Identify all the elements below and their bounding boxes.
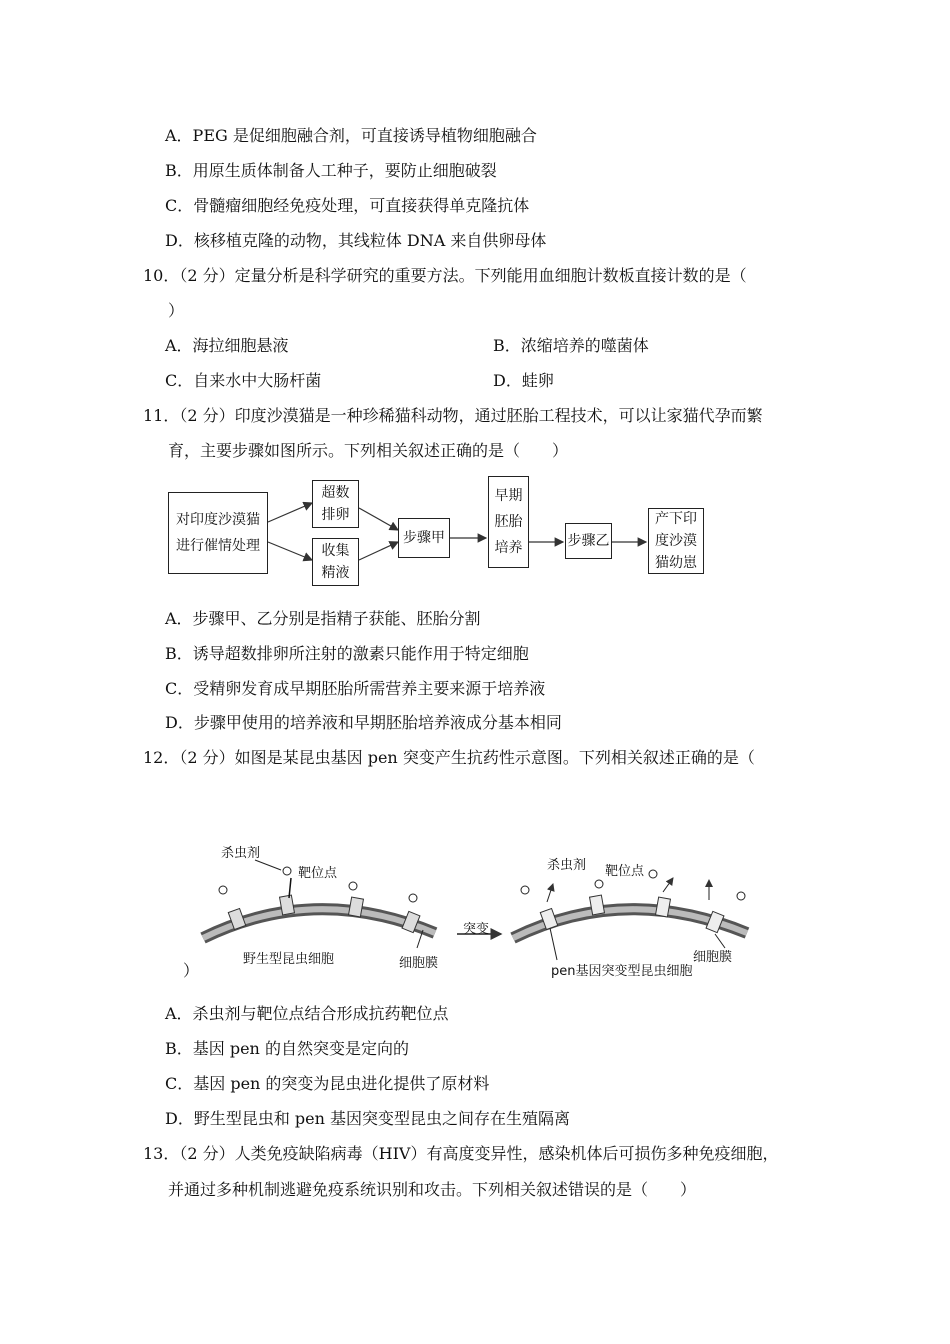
q10-option-c: C．自来水中大肠杆菌	[165, 371, 322, 390]
mutant-target-3	[656, 897, 671, 917]
q12-option-c: C．基因 pen 的突变为昆虫进化提供了原材料	[165, 1074, 490, 1093]
box-text: 精液	[321, 565, 350, 581]
box-text: 排卵	[321, 507, 350, 523]
q12-option-a: A．杀虫剂与靶位点结合形成抗药靶位点	[165, 1004, 449, 1023]
q10-option-d: D．蛙卵	[493, 371, 554, 390]
label-insecticide: 杀虫剂	[221, 846, 261, 861]
label-mutant-cell: pen基因突变型昆虫细胞	[551, 964, 693, 979]
insecticide-molecule	[595, 880, 603, 888]
wild-target-3	[349, 897, 364, 917]
q9-option-a: A．PEG 是促细胞融合剂，可直接诱导植物细胞融合	[165, 126, 537, 145]
insecticide-molecule	[521, 886, 529, 894]
arrow-to-superovulation	[268, 503, 312, 522]
box-early-embryo-culture	[488, 476, 529, 568]
box-estrus-treatment	[168, 492, 268, 574]
insecticide-molecule	[219, 886, 227, 894]
q11-option-d: D．步骤甲使用的培养液和早期胚胎培养液成分基本相同	[165, 713, 562, 732]
pointer-insecticide	[255, 860, 281, 870]
rebound-arrow	[663, 878, 673, 892]
q9-option-c: C．骨髓瘤细胞经免疫处理，可直接获得单克隆抗体	[165, 196, 530, 215]
box-text: 早期	[494, 488, 523, 504]
q13-stem-cont: 并通过多种机制逃避免疫系统识别和攻击。下列相关叙述错误的是（ ）	[168, 1180, 697, 1199]
box-text: 步骤乙	[567, 533, 610, 549]
box-text: 进行催情处理	[176, 538, 260, 554]
label-target-site-2: 靶位点	[605, 864, 645, 879]
q11-option-c: C．受精卵发育成早期胚胎所需营养主要来源于培养液	[165, 679, 546, 698]
label-membrane: 细胞膜	[399, 956, 439, 971]
label-insecticide-2: 杀虫剂	[547, 858, 587, 873]
insecticide-molecule	[649, 870, 657, 878]
label-target-site: 靶位点	[298, 866, 338, 881]
box-text: 对印度沙漠猫	[176, 512, 260, 528]
label-mutation: 突变	[463, 922, 490, 937]
arrow-from-superovulation	[359, 508, 398, 530]
box-superovulation	[312, 480, 359, 528]
q12-membrane-diagram	[195, 838, 755, 978]
rebound-arrow	[547, 884, 553, 902]
box-text: 胚胎	[494, 514, 523, 530]
q11-option-b: B．诱导超数排卵所注射的激素只能作用于特定细胞	[165, 644, 529, 663]
arrow-to-semen	[268, 542, 312, 560]
q11-option-a: A．步骤甲、乙分别是指精子获能、胚胎分割	[165, 609, 481, 628]
q9-option-b: B．用原生质体制备人工种子，要防止细胞破裂	[165, 161, 497, 180]
box-text: 收集	[321, 543, 350, 559]
insecticide-molecule	[283, 867, 291, 875]
q11-flow-diagram	[160, 470, 720, 590]
insecticide-molecule	[737, 892, 745, 900]
box-step-b	[565, 523, 612, 559]
q10-option-a: A．海拉细胞悬液	[165, 336, 289, 355]
q9-option-d: D．核移植克隆的动物，其线粒体 DNA 来自供卵母体	[165, 231, 547, 250]
q10-stem-cont: ）	[168, 301, 185, 320]
q11-stem-cont: 育，主要步骤如图所示。下列相关叙述正确的是（ ）	[168, 441, 569, 460]
q11-stem: 11．（2 分）印度沙漠猫是一种珍稀猫科动物，通过胚胎工程技术，可以让家猫代孕而繁	[143, 406, 763, 425]
box-text: 超数	[321, 485, 350, 501]
wild-target-2	[280, 878, 295, 915]
mutant-target-2	[590, 895, 605, 915]
box-text: 步骤甲	[403, 530, 445, 546]
arrow-from-semen	[359, 542, 398, 560]
box-text: 培养	[494, 540, 523, 556]
box-birth	[648, 508, 704, 574]
box-text: 猫幼崽	[655, 555, 697, 571]
q12-option-b: B．基因 pen 的自然突变是定向的	[165, 1039, 409, 1058]
q12-stem-cont: ）	[183, 961, 200, 980]
box-text: 度沙漠	[655, 533, 697, 549]
box-step-a	[398, 518, 450, 558]
q12-stem: 12．（2 分）如图是某昆虫基因 pen 突变产生抗药性示意图。下列相关叙述正确的是（	[143, 748, 755, 767]
box-collect-semen	[312, 538, 359, 586]
q10-option-b: B．浓缩培养的噬菌体	[493, 336, 649, 355]
insecticide-molecule	[349, 882, 357, 890]
label-wild-cell: 野生型昆虫细胞	[243, 952, 335, 967]
q10-stem: 10．（2 分）定量分析是科学研究的重要方法。下列能用血细胞计数板直接计数的是（	[143, 266, 747, 285]
insecticide-molecule	[409, 894, 417, 902]
q12-option-d: D．野生型昆虫和 pen 基因突变型昆虫之间存在生殖隔离	[165, 1109, 571, 1128]
pointer-mutant-cell	[550, 928, 557, 960]
label-membrane-2: 细胞膜	[693, 950, 733, 965]
q13-stem: 13．（2 分）人类免疫缺陷病毒（HIV）有高度变异性，感染机体后可损伤多种免疫细胞，	[143, 1144, 779, 1163]
box-text: 产下印	[655, 511, 697, 527]
